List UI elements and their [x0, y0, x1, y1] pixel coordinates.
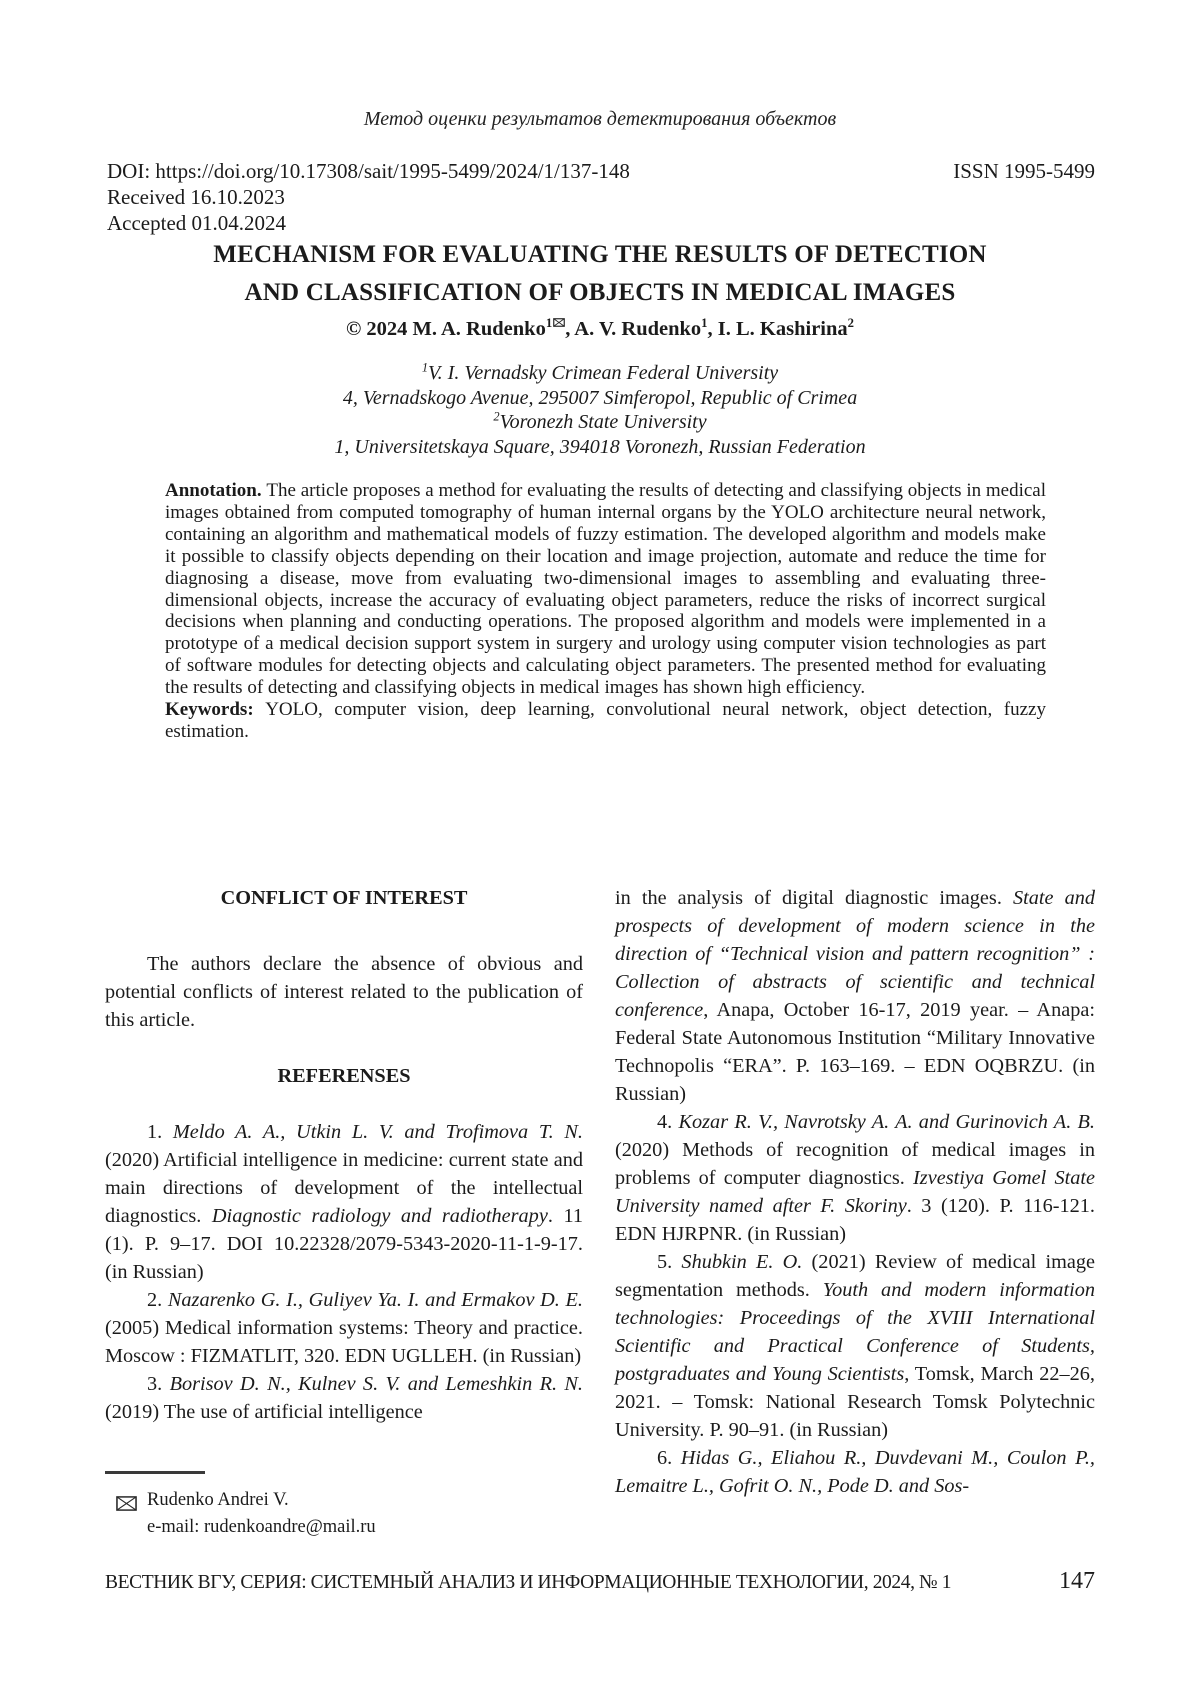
annotation-paragraph	[165, 480, 1046, 699]
text-segment: Hidas G., Eliahou R., Duvdevani M., Coulon P., Lemaitre L., Gofrit O. N., Pode D. and Sos-	[615, 1447, 1095, 1497]
issn-text: ISSN 1995-5499	[953, 159, 1095, 183]
reference-item	[615, 1248, 1095, 1444]
doi-text: DOI: https://doi.org/10.17308/sait/1995-5499/2024/1/137-148	[107, 159, 630, 183]
text-segment: Keywords:	[165, 699, 266, 721]
keywords-paragraph	[165, 699, 1046, 743]
text-segment: 1	[545, 316, 553, 331]
affiliation-line	[0, 386, 1200, 411]
text-segment: , Tomsk, March 22–26, 2021. – Tomsk: National Research Tomsk Polytechnic University. P. 90–91. (in Russian)	[615, 1363, 1095, 1441]
references-list-left	[105, 1118, 583, 1426]
text-segment: (2021) Review of medical image segmentation methods.	[615, 1251, 1096, 1301]
article-title	[0, 236, 1200, 312]
footnote-divider	[105, 1471, 205, 1474]
authors-byline	[0, 318, 1200, 341]
text-segment: , I. L. Kashirina	[707, 318, 848, 340]
text-segment: 4, Vernadskogo Avenue, 295007 Simferopol, Republic of Crimea	[342, 386, 858, 409]
text-segment: , A. V. Rudenko	[565, 318, 702, 340]
text-segment: 4.	[657, 1111, 679, 1133]
text-segment: 1, Universitetskaya Square, 394018 Voronezh, Russian Federation	[334, 435, 866, 458]
reference-item	[105, 1118, 583, 1286]
text-segment: 1.	[147, 1121, 173, 1143]
text-segment: Borisov D. N., Kulnev S. V. and Lemeshkin R. N.	[169, 1373, 583, 1395]
text-segment: 3.	[147, 1373, 170, 1395]
text-segment: 2.	[147, 1289, 168, 1311]
reference-item	[615, 1108, 1095, 1248]
running-head: Метод оценки результатов детектирования объектов	[363, 108, 837, 130]
text-segment: Kozar R. V., Navrotsky A. A. and Gurinovich A. B.	[678, 1111, 1095, 1133]
envelope-icon	[116, 1493, 137, 1508]
conflict-of-interest-text: The authors declare the absence of obvious and potential conflicts of interest related to the publication of this article.	[105, 953, 583, 1031]
doi-issn-row	[107, 158, 1095, 184]
reference-item	[615, 884, 1095, 1108]
corresponding-author-footnote	[105, 1487, 575, 1541]
left-column	[105, 884, 583, 1426]
affiliation-line	[0, 361, 1200, 386]
text-segment: Diagnostic radiology and radiotherapy	[211, 1205, 548, 1227]
page-number: 147	[1059, 1568, 1095, 1594]
text-segment: (2019) The use of artificial intelligence	[105, 1401, 423, 1423]
abstract-block	[165, 480, 1046, 743]
corresponding-author-row	[105, 1487, 575, 1514]
text-segment: Shubkin E. O.	[681, 1251, 803, 1273]
text-segment: in the analysis of digital diagnostic images.	[615, 887, 1013, 909]
right-column	[615, 884, 1095, 1500]
text-segment: Izvestiya Gomel State University named after F. Skoriny	[615, 1167, 1095, 1217]
reference-item	[615, 1444, 1095, 1500]
text-segment: . 11 (1). P. 9–17. DOI 10.22328/2079-5343-2020-11-1-9-17. (in Russian)	[105, 1205, 583, 1283]
text-segment: 1	[701, 316, 708, 331]
reference-item	[105, 1370, 583, 1426]
text-segment: Annotation.	[165, 480, 267, 501]
text-segment: 6.	[657, 1447, 681, 1469]
text-segment: Voronezh State University	[499, 411, 707, 434]
text-segment: Meldo A. A., Utkin L. V. and Trofimova T. N.	[172, 1121, 583, 1143]
text-segment: State and prospects of development of modern science in the direction of “Technical vision and pattern recognition” : Collection of abstracts of scientific and technical conference	[615, 887, 1096, 1021]
text-segment: Nazarenko G. I., Guliyev Ya. I. and Ermakov D. E.	[167, 1289, 583, 1311]
text-segment: 2	[847, 316, 855, 331]
article-meta	[107, 158, 1095, 236]
article-title-line1: MECHANISM FOR EVALUATING THE RESULTS OF DETECTION	[213, 241, 987, 268]
text-segment: © 2024 M. A. Rudenko	[345, 318, 546, 340]
affiliations	[0, 361, 1200, 459]
references-heading: REFERENSES	[277, 1065, 411, 1087]
affiliation-line	[0, 435, 1200, 460]
conflict-of-interest-heading: CONFLICT OF INTEREST	[220, 887, 468, 909]
text-segment: 2	[493, 409, 500, 424]
text-segment: The article proposes a method for evaluating the results of detecting and classifying objects in medical images obtained from computed tomography of human internal organs by the YOLO architecture neural network, containing an algorithm and mathematical models of fuzzy estimation. The developed algorithm and models make it possible to classify objects depending on their location and image projection, automate and reduce the time for diagnosing a disease, move from evaluating two-dimensional images to assembling and evaluating three-dimensional objects, increase the accuracy of evaluating object parameters, reduce the risks of incorrect surgical decisions when planning and conducting operations. The proposed algorithm and models were implemented in a prototype of a medical decision support system in surgery and urology using computer vision technologies as part of software modules for detecting objects and calculating object parameters. The presented method for evaluating the results of detecting and classifying objects in medical images has shown high efficiency.	[165, 480, 1047, 699]
text-segment: 1	[421, 360, 429, 375]
text-segment: , Anapa, October 16-17, 2019 year. – Anapa: Federal State Autonomous Institution “Military Innovative Technopolis “ERA”. P. 163–169. – EDN OQBRZU. (in Russian)	[615, 999, 1095, 1105]
text-segment: . 3 (120). P. 116-121. EDN HJRPNR. (in Russian)	[615, 1195, 1095, 1245]
corresponding-author-name: Rudenko Andrei V.	[147, 1490, 289, 1510]
page-footer	[105, 1568, 1095, 1595]
text-segment: V. I. Vernadsky Crimean Federal University	[428, 362, 779, 384]
affiliation-line	[0, 410, 1200, 435]
text-segment: (2005) Medical information systems: Theory and practice. Moscow : FIZMATLIT, 320. EDN UGLLEH. (in Russian)	[105, 1317, 583, 1367]
corresponding-author-email: e-mail: rudenkoandre@mail.ru	[147, 1517, 376, 1537]
references-list-right	[615, 884, 1095, 1500]
text-segment: YOLO, computer vision, deep learning, convolutional neural network, object detection, fuzzy estimation.	[165, 699, 1046, 742]
reference-item	[105, 1286, 583, 1370]
text-segment: 5.	[657, 1251, 682, 1273]
journal-footer-line: ВЕСТНИК ВГУ, СЕРИЯ: СИСТЕМНЫЙ АНАЛИЗ И ИНФОРМАЦИОННЫЕ ТЕХНОЛОГИИ, 2024, № 1	[105, 1572, 952, 1593]
envelope-icon	[552, 318, 565, 328]
text-segment: (2020) Artificial intelligence in medicine: current state and main directions of development of the intellectual diagnostics.	[105, 1149, 583, 1227]
article-title-line2: AND CLASSIFICATION OF OBJECTS IN MEDICAL IMAGES	[244, 279, 956, 306]
text-segment: (2020) Methods of recognition of medical images in problems of computer diagnostics.	[615, 1139, 1095, 1189]
accepted-date: Accepted 01.04.2024	[107, 211, 287, 235]
text-segment: Youth and modern information technologies: Proceedings of the XVIII International Scientific and Practical Conference of Students, postgraduates and Young Scientists	[615, 1279, 1095, 1385]
received-date: Received 16.10.2023	[107, 185, 285, 209]
